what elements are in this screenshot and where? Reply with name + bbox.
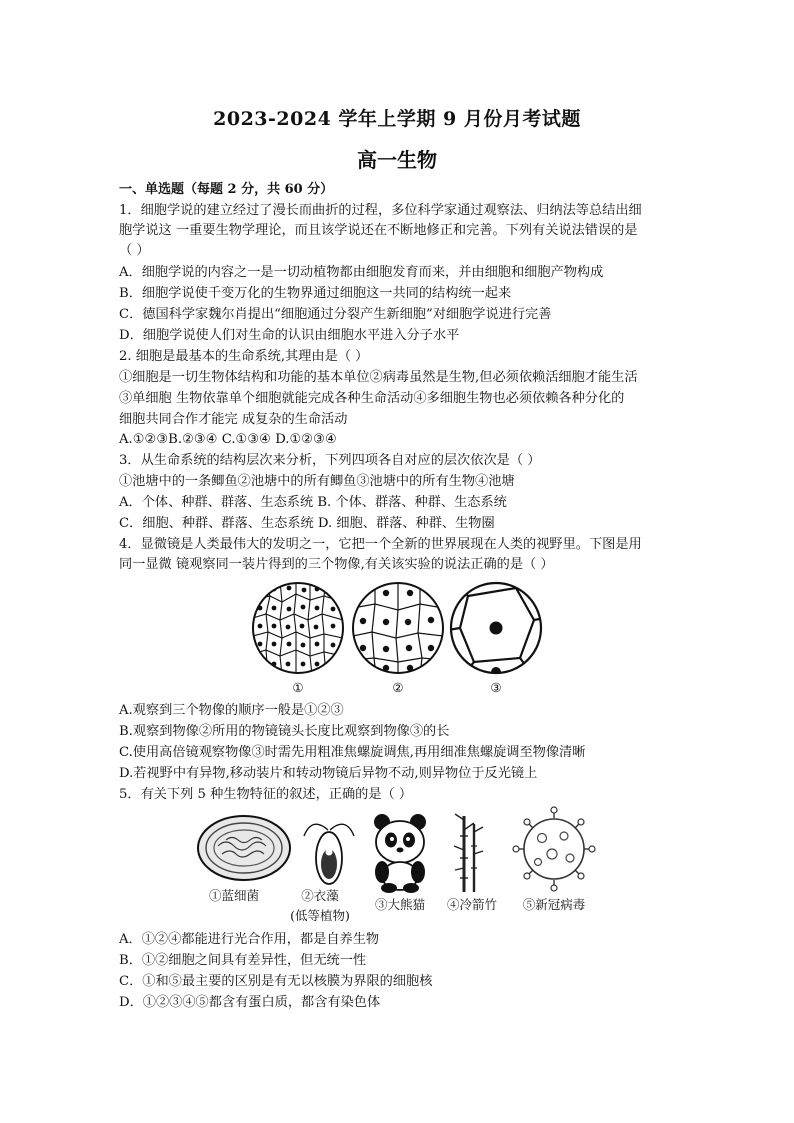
q1-stem-1: 1．细胞学说的建立经过了漫长而曲折的过程，多位科学家通过观察法、归纳法等总结出细 [119, 203, 642, 218]
organisms-figure [196, 806, 606, 928]
q1-option-d: D．细胞学说使人们对生命的认识由细胞水平进入分子水平 [119, 328, 460, 343]
q4-option-b: B.观察到物像②所用的物镜镜头长度比观察到物像③的长 [119, 724, 450, 739]
q2-stem: 2. 细胞是最基本的生命系统,其理由是（ ） [119, 349, 369, 364]
q4-option-d: D.若视野中有异物,移动装片和转动物镜后异物不动,则异物位于反光镜上 [119, 766, 538, 781]
exam-subject: 高一生物 [357, 148, 437, 172]
microscope-view-2 [353, 581, 443, 675]
bamboo-image [454, 814, 483, 892]
q2-options: A.①②③B.②③④ C.①③④ D.①②③④ [119, 432, 337, 447]
exam-title: 2023-2024 学年上学期 9 月份月考试题 [213, 108, 581, 130]
coronavirus-image [513, 807, 595, 891]
q5-label-chlamydomonas: ②衣藻 [301, 888, 339, 903]
q5-option-b: B．①②细胞之间具有差异性，但无统一性 [119, 953, 367, 968]
q1-stem-2: 胞学说这 一重要生物学理论，而且该学说还在不断地修正和完善。下列有关说法错误的是 [119, 223, 638, 238]
q5-label-lower-plant: (低等植物) [290, 908, 350, 923]
section-heading: 一、单选题（每题 2 分，共 60 分） [119, 182, 334, 197]
q1-option-a: A．细胞学说的内容之一是一切动植物都由细胞发育而来，并由细胞和细胞产物构成 [119, 265, 604, 280]
panda-image [374, 814, 426, 893]
q5-option-d: D．①②③④⑤都含有蛋白质，都含有染色体 [119, 995, 381, 1010]
q5-stem: 5．有关下列 5 种生物特征的叙述，正确的是（ ） [119, 787, 413, 802]
q4-stem-2: 同一显微 镜观察同一装片得到的三个物像,有关该实验的说法正确的是（ ） [119, 557, 554, 572]
q4-stem-1: 4．显微镜是人类最伟大的发明之一，它把一个全新的世界展现在人类的视野里。下图是用 [119, 537, 642, 552]
q2-line-2: ③单细胞 生物依靠单个细胞就能完成各种生命活动④多细胞生物也必须依赖各种分化的 [119, 391, 625, 406]
q2-line-1: ①细胞是一切生物体结构和功能的基本单位②病毒虽然是生物,但必须依赖活细胞才能生活 [119, 370, 638, 385]
microscope-view-3 [448, 578, 545, 677]
q1-stem-3: （ ） [119, 243, 150, 258]
q5-label-panda: ③大熊猫 [374, 897, 426, 912]
q5-label-bamboo: ④冷箭竹 [446, 897, 498, 912]
microscope-images-figure [250, 578, 550, 698]
cyanobacteria-image [198, 816, 290, 880]
q3-options-ab: A．个体、种群、群落、生态系统 B. 个体、群落、种群、生态系统 [119, 495, 507, 510]
q5-option-c: C．①和⑤最主要的区别是有无以核膜为界限的细胞核 [119, 974, 433, 989]
fig4-label-2: ② [392, 680, 404, 695]
q3-stem: 3．从生命系统的结构层次来分析，下列四项各自对应的层次依次是（ ） [119, 453, 541, 468]
chlamydomonas-image [304, 824, 354, 884]
microscope-view-1 [253, 581, 343, 675]
q2-line-3: 细胞共同合作才能完 成复杂的生命活动 [119, 412, 348, 427]
q4-option-a: A.观察到三个物像的顺序一般是①②③ [119, 703, 344, 718]
fig4-label-3: ③ [490, 680, 502, 695]
q4-option-c: C.使用高倍镜观察物像③时需先用粗准焦螺旋调焦,再用细准焦螺旋调至物像清晰 [119, 745, 586, 760]
q5-label-cyanobacteria: ①蓝细菌 [208, 888, 260, 903]
q1-option-c: C．德国科学家魏尔肖提出“细胞通过分裂产生新细胞”对细胞学说进行完善 [119, 307, 552, 322]
q3-options-cd: C．细胞、种群、群落、生态系统 D. 细胞、群落、种群、生物圈 [119, 516, 495, 531]
q1-option-b: B．细胞学说使千变万化的生物界通过细胞这一共同的结构统一起来 [119, 286, 512, 301]
q5-option-a: A．①②④都能进行光合作用，都是自养生物 [119, 932, 380, 947]
q5-label-coronavirus: ⑤新冠病毒 [522, 897, 586, 912]
fig4-label-1: ① [292, 680, 304, 695]
q3-items: ①池塘中的一条鲫鱼②池塘中的所有鲫鱼③池塘中的所有生物④池塘 [119, 474, 515, 489]
